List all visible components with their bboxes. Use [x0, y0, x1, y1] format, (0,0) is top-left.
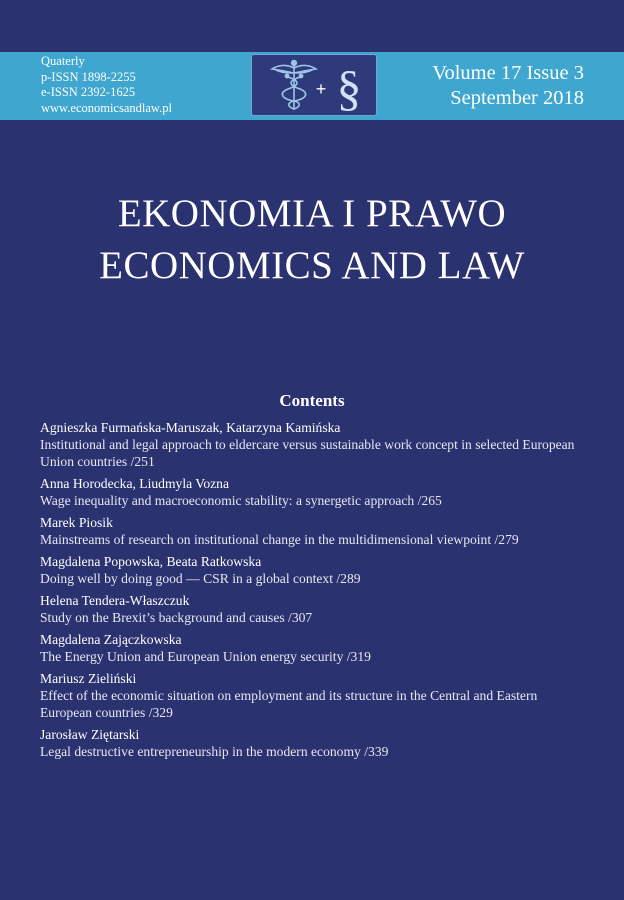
issue-date-label: September 2018: [450, 87, 584, 109]
table-of-contents: [40, 419, 588, 765]
list-item: [40, 475, 588, 509]
frequency-label: Quaterly: [41, 54, 85, 68]
entry-title: Wage inequality and macroeconomic stability: a synergetic approach /265: [40, 493, 442, 508]
journal-meta: [41, 54, 172, 116]
entry-authors: Helena Tendera-Właszczuk: [40, 593, 190, 608]
p-issn-label: p-ISSN 1898-2255: [41, 69, 136, 84]
entry-title: Legal destructive entrepreneurship in the modern economy /339: [40, 744, 389, 759]
contents-heading: Contents: [279, 391, 345, 410]
entry-authors: Jarosław Ziętarski: [40, 727, 140, 742]
entry-authors: Marek Piosik: [40, 515, 113, 530]
e-issn-label: e-ISSN 2392-1625: [41, 85, 136, 99]
svg-text:+: +: [315, 79, 327, 99]
journal-logo: [251, 54, 377, 116]
volume-issue-label: Volume 17 Issue 3: [432, 62, 584, 84]
entry-title: Institutional and legal approach to eldercare versus sustainable work concept in selected European Union countries /251: [40, 437, 575, 469]
website-label: www.economicsandlaw.pl: [41, 100, 172, 115]
list-item: [40, 553, 588, 587]
entry-title: Doing well by doing good — CSR in a global context /289: [40, 571, 361, 586]
issue-info: [432, 61, 584, 111]
list-item: [40, 514, 588, 548]
entry-title: Mainstreams of research on institutional change in the multidimensional viewpoint /279: [40, 532, 519, 547]
journal-title-english: ECONOMICS AND LAW: [99, 244, 525, 287]
entry-title: Effect of the economic situation on employment and its structure in the Central and Eastern European countries /329: [40, 688, 538, 720]
journal-title-polish: EKONOMIA I PRAWO: [117, 192, 507, 235]
header-band: [0, 52, 624, 120]
caduceus-plus-section-sign-icon: [252, 55, 376, 115]
entry-title: Study on the Brexit’s background and causes /307: [40, 610, 313, 625]
list-item: [40, 670, 588, 721]
journal-title: [0, 188, 624, 292]
list-item: [40, 419, 588, 470]
entry-authors: Magdalena Popowska, Beata Ratkowska: [40, 554, 262, 569]
entry-authors: Anna Horodecka, Liudmyla Vozna: [40, 476, 230, 491]
list-item: [40, 726, 588, 760]
entry-authors: Mariusz Zieliński: [40, 671, 137, 686]
entry-authors: Magdalena Zajączkowska: [40, 632, 182, 647]
list-item: [40, 592, 588, 626]
svg-text:§: §: [336, 60, 362, 115]
entry-authors: Agnieszka Furmańska-Maruszak, Katarzyna Kamińska: [40, 420, 341, 435]
entry-title: The Energy Union and European Union energy security /319: [40, 649, 371, 664]
list-item: [40, 631, 588, 665]
